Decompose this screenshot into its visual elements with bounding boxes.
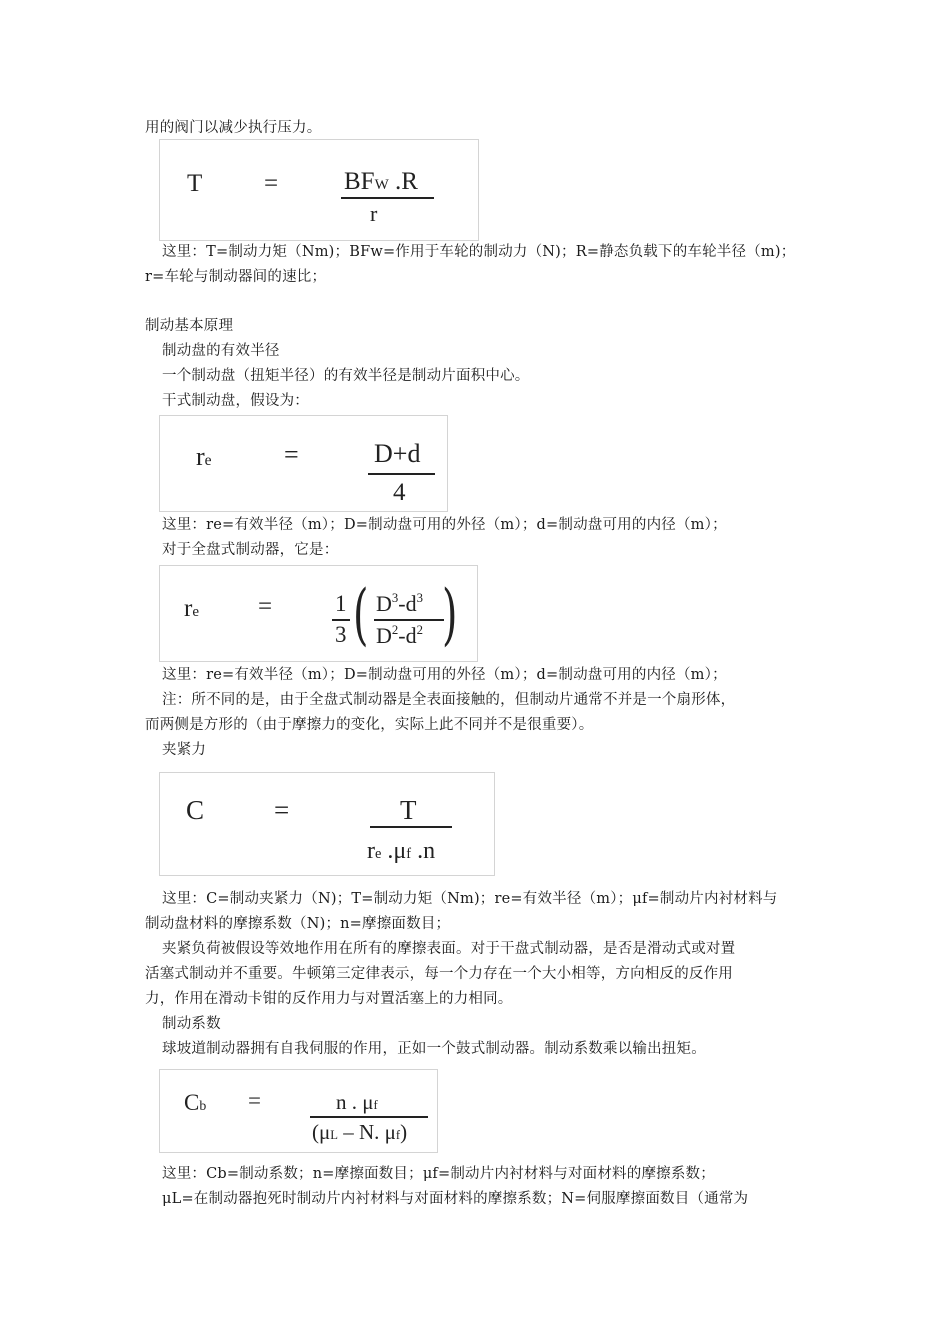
formula-lhs: re	[184, 595, 199, 622]
text-line: 而两侧是方形的（由于摩擦力的变化，实际上此不同并不是很重要）。	[145, 717, 594, 733]
fraction-bar	[310, 1116, 428, 1118]
formula-inner-denominator: $D^2-d^2$	[376, 623, 423, 648]
formula-effective-radius-full	[159, 565, 478, 662]
text-line: 夹紧负荷被假设等效地作用在所有的摩擦表面。对于干盘式制动器，是否是滑动式或对置	[162, 941, 736, 957]
formula-denominator: 4	[393, 479, 406, 506]
left-paren: (	[353, 576, 369, 653]
fraction-bar	[341, 197, 434, 199]
formula-equals: =	[274, 795, 290, 825]
formula-lhs: T	[187, 170, 203, 197]
formula-fraction-numerator: 1	[335, 591, 347, 616]
formula-numerator: BFW .R	[344, 168, 418, 195]
text-line: 力，作用在滑动卡钳的反作用力与对置活塞上的力相同。	[145, 991, 513, 1007]
formula-equals: =	[284, 440, 299, 469]
formula-torque	[159, 139, 479, 241]
subsection-heading: 制动盘的有效半径	[162, 343, 280, 359]
text-line: 注：所不同的是，由于全盘式制动器是全表面接触的，但制动片通常不并是一个扇形体，	[162, 692, 736, 708]
text-line: 球坡道制动器拥有自我伺服的作用，正如一个鼓式制动器。制动系数乘以输出扭矩。	[162, 1041, 706, 1057]
formula-brake-factor	[159, 1069, 438, 1153]
text-line: μL=在制动器抱死时制动片内衬材料与对面材料的摩擦系数；N=伺服摩擦面数目（通常为	[162, 1191, 749, 1207]
formula-effective-radius-dry	[159, 415, 448, 512]
text-line: 活塞式制动并不重要。牛顿第三定律表示，每一个力存在一个大小相等，方向相反的反作用	[145, 966, 733, 982]
right-paren: )	[442, 576, 458, 653]
formula-denominator: re .μf .n	[367, 838, 436, 864]
text-line: r=车轮与制动器间的速比；	[145, 269, 327, 285]
fraction-bar	[370, 826, 452, 828]
section-heading: 制动基本原理	[145, 318, 234, 334]
text-line: 一个制动盘（扭矩半径）的有效半径是制动片面积中心。	[162, 368, 530, 384]
formula-lhs: re	[196, 442, 212, 471]
text-line: 对于全盘式制动器，它是：	[162, 542, 339, 558]
formula-equals: =	[264, 170, 279, 197]
subsection-heading: 夹紧力	[162, 742, 207, 758]
formula-numerator: n . μf	[336, 1090, 378, 1114]
fraction-bar	[374, 619, 444, 621]
text-line: 这里：re=有效半径（m）；D=制动盘可用的外径（m）；d=制动盘可用的内径（m）；	[162, 517, 727, 533]
fraction-bar	[332, 619, 350, 621]
formula-equals: =	[248, 1088, 261, 1113]
fraction-bar	[368, 473, 435, 475]
text-line: 用的阀门以减少执行压力。	[145, 120, 322, 136]
text-line: 这里：C=制动夹紧力（N)；T=制动力矩（Nm)；re=有效半径（m）；μf=制动片内衬材料与	[162, 891, 778, 907]
text-line: 这里：re=有效半径（m）；D=制动盘可用的外径（m）；d=制动盘可用的内径（m）；	[162, 667, 727, 683]
formula-numerator: D+d	[374, 439, 421, 468]
formula-fraction-denominator: 3	[335, 622, 347, 647]
text-line: 这里：T=制动力矩（Nm)；BFw=作用于车轮的制动力（N)；R=静态负载下的车轮半径（m)；	[162, 244, 796, 260]
text-line: 干式制动盘，假设为：	[162, 393, 309, 409]
formula-numerator: T	[400, 795, 417, 825]
formula-denominator: r	[370, 201, 378, 226]
text-line: 制动盘材料的摩擦系数（N)；n=摩擦面数目；	[145, 916, 451, 932]
formula-equals: =	[258, 593, 273, 620]
formula-denominator: (μL – N. μf)	[312, 1120, 408, 1144]
formula-clamping-force	[159, 772, 495, 876]
text-line: 这里：Cb=制动系数；n=摩擦面数目；μf=制动片内衬材料与对面材料的摩擦系数；	[162, 1166, 715, 1182]
formula-inner-numerator: $D^3-d^3$	[376, 591, 423, 616]
formula-lhs: C	[186, 795, 205, 825]
formula-lhs: Cb	[184, 1090, 207, 1115]
subsection-heading: 制动系数	[162, 1016, 221, 1032]
